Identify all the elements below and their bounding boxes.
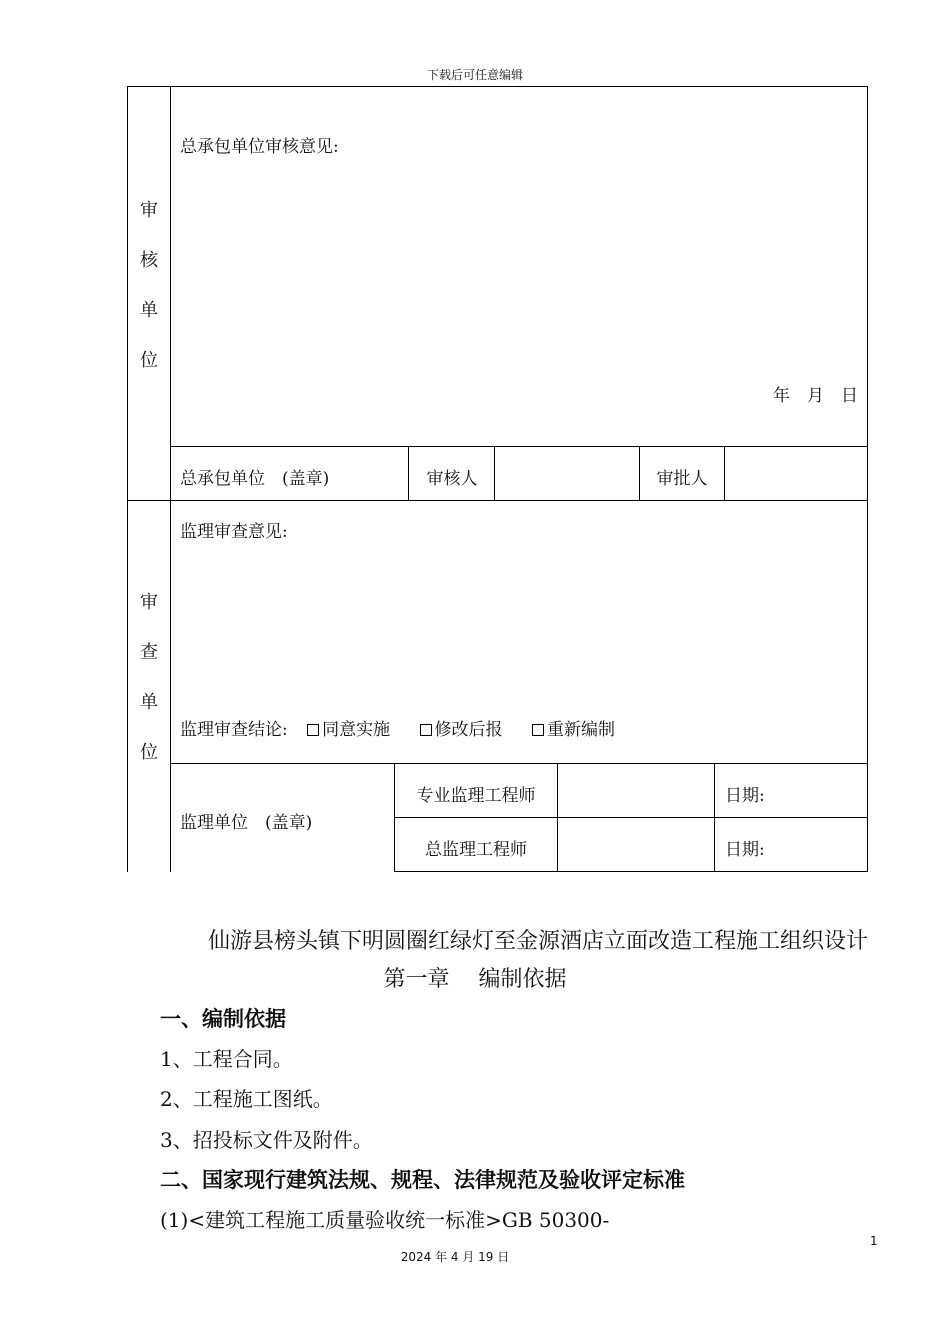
divider xyxy=(714,763,715,872)
table-border-left xyxy=(127,86,128,872)
inspection-conclusion-row xyxy=(180,715,615,740)
option-approve[interactable]: 同意实施 xyxy=(307,720,390,740)
side-char: 审 xyxy=(140,592,158,613)
review-date-line: 年 月 日 xyxy=(773,386,858,406)
date-label: 日期: xyxy=(725,840,765,860)
checkbox-icon[interactable] xyxy=(307,724,319,736)
page-number: 1 xyxy=(870,1234,878,1248)
footer-date: 2024 年 4 月 19 日 xyxy=(400,1250,510,1264)
list-item: 1、工程合同。 xyxy=(160,1047,293,1071)
side-char: 位 xyxy=(140,350,158,371)
side-char: 单 xyxy=(140,692,158,713)
table-border-top xyxy=(127,86,868,87)
section-heading: 一、编制依据 xyxy=(160,1007,286,1031)
conclusion-label: 监理审查结论: xyxy=(180,720,288,740)
review-unit-label: 总承包单位 (盖章) xyxy=(180,469,330,489)
side-char: 查 xyxy=(140,642,158,663)
inspection-opinion-label: 监理审查意见: xyxy=(180,522,288,542)
review-side-label xyxy=(129,186,169,386)
header-note: 下载后可任意编辑 xyxy=(426,68,523,82)
side-char: 单 xyxy=(140,300,158,321)
engineer-field[interactable] xyxy=(558,764,714,817)
section-heading: 二、国家现行建筑法规、规程、法律规范及验收评定标准 xyxy=(160,1168,685,1192)
reviewer-field[interactable] xyxy=(495,447,639,500)
list-item: 3、招投标文件及附件。 xyxy=(160,1128,373,1152)
option-revise[interactable]: 修改后报 xyxy=(420,720,503,740)
chief-engineer-label: 总监理工程师 xyxy=(425,840,527,860)
chief-engineer-field[interactable] xyxy=(558,818,714,871)
approver-field[interactable] xyxy=(725,447,867,500)
table-border-bottom xyxy=(395,871,868,872)
reviewer-label: 审核人 xyxy=(426,469,478,489)
chapter-heading: 第一章 编制依据 xyxy=(383,967,567,992)
side-char: 位 xyxy=(140,742,158,763)
divider xyxy=(127,500,868,501)
inspection-unit-label: 监理单位 (盖章) xyxy=(180,813,313,833)
divider xyxy=(170,86,171,872)
divider xyxy=(170,763,868,764)
table-border-right xyxy=(867,86,868,872)
side-char: 审 xyxy=(140,200,158,221)
option-redo[interactable]: 重新编制 xyxy=(532,720,615,740)
document-title: 仙游县榜头镇下明圆圈红绿灯至金源酒店立面改造工程施工组织设计 xyxy=(207,929,868,954)
checkbox-icon[interactable] xyxy=(420,724,432,736)
engineer-label: 专业监理工程师 xyxy=(416,786,536,806)
standard-item: (1)<建筑工程施工质量验收统一标准>GB 50300- xyxy=(160,1208,610,1232)
inspection-side-label xyxy=(129,578,169,778)
approver-label: 审批人 xyxy=(656,469,708,489)
date-label: 日期: xyxy=(725,786,765,806)
checkbox-icon[interactable] xyxy=(532,724,544,736)
review-opinion-label: 总承包单位审核意见: xyxy=(180,137,339,157)
side-char: 核 xyxy=(140,250,158,271)
list-item: 2、工程施工图纸。 xyxy=(160,1087,333,1111)
